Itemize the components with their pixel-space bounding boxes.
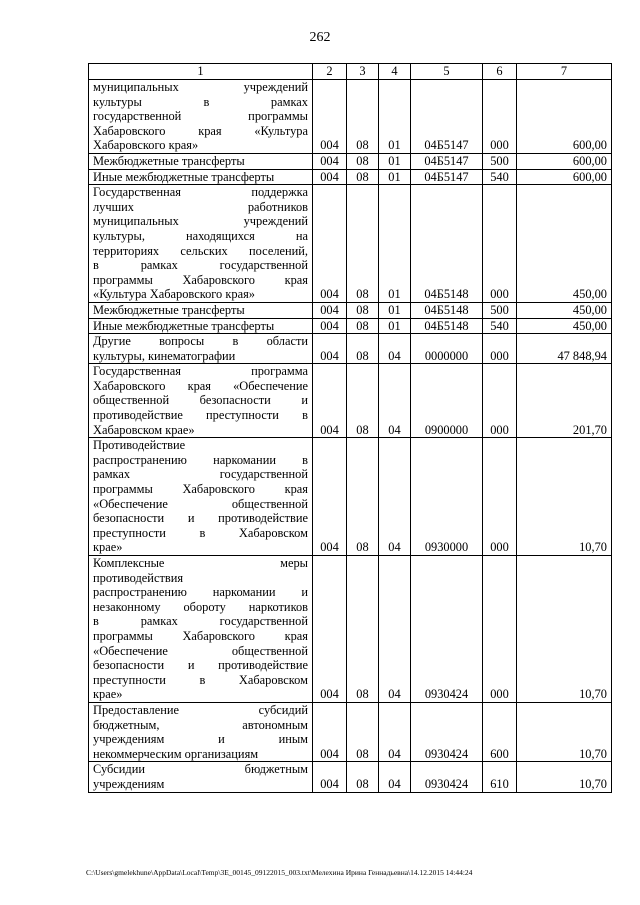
row-name <box>89 762 313 792</box>
table-row <box>89 185 612 303</box>
cell-c2: 004 <box>313 185 347 303</box>
row-name <box>89 556 313 703</box>
row-name-line: противодействия <box>93 570 184 585</box>
cell-c7: 600,00 <box>517 153 612 169</box>
cell-c3: 08 <box>347 153 379 169</box>
cell-c4: 01 <box>379 153 411 169</box>
cell-c6: 540 <box>483 169 517 185</box>
cell-c2: 004 <box>313 556 347 703</box>
row-name-line: Иные межбюджетные трансферты <box>93 318 275 333</box>
row-name <box>89 334 313 364</box>
cell-c2: 004 <box>313 318 347 334</box>
cell-c5: 04Б5147 <box>411 153 483 169</box>
row-name-line: Хабаровском крае» <box>93 422 195 437</box>
budget-table <box>88 63 612 793</box>
cell-c5: 0900000 <box>411 364 483 438</box>
cell-c5: 0930424 <box>411 702 483 761</box>
cell-c3: 08 <box>347 334 379 364</box>
cell-c2: 004 <box>313 80 347 154</box>
row-name-line: Противодействие <box>93 438 186 453</box>
row-name-line: программы Хабаровского края <box>93 628 308 643</box>
row-name-line: «Обеспечение общественной <box>93 496 308 511</box>
col-header: 5 <box>411 64 483 80</box>
row-name-line: Государственная программа <box>93 364 308 379</box>
row-name-line: муниципальных учреждений <box>93 80 308 94</box>
row-name-line: «Обеспечение общественной <box>93 643 308 658</box>
row-name-line: распространению наркомании в <box>93 452 308 467</box>
row-name-line: незаконному обороту наркотиков <box>93 599 308 614</box>
cell-c4: 04 <box>379 438 411 556</box>
table-row <box>89 80 612 154</box>
cell-c7: 10,70 <box>517 438 612 556</box>
cell-c6: 000 <box>483 556 517 703</box>
cell-c3: 08 <box>347 556 379 703</box>
row-name-line: бюджетным, автономным <box>93 717 308 732</box>
cell-c5: 0930424 <box>411 556 483 703</box>
cell-c7: 10,70 <box>517 702 612 761</box>
row-name-line: Другие вопросы в области <box>93 334 308 349</box>
col-header: 4 <box>379 64 411 80</box>
cell-c6: 600 <box>483 702 517 761</box>
cell-c2: 004 <box>313 762 347 792</box>
row-name <box>89 169 313 185</box>
cell-c7: 47 848,94 <box>517 334 612 364</box>
table-row <box>89 556 612 703</box>
row-name-line: учреждениям и иным <box>93 732 308 747</box>
table-row <box>89 762 612 792</box>
row-name-line: Иные межбюджетные трансферты <box>93 169 275 184</box>
page-number: 262 <box>309 30 331 45</box>
table-row <box>89 318 612 334</box>
col-header: 3 <box>347 64 379 80</box>
cell-c7: 10,70 <box>517 556 612 703</box>
cell-c5: 0930424 <box>411 762 483 792</box>
table-row <box>89 334 612 364</box>
cell-c5: 0000000 <box>411 334 483 364</box>
cell-c5: 0930000 <box>411 438 483 556</box>
row-name-line: Предоставление субсидий <box>93 702 308 717</box>
cell-c3: 08 <box>347 438 379 556</box>
cell-c6: 000 <box>483 185 517 303</box>
table-row <box>89 169 612 185</box>
row-name-line: учреждениям <box>93 776 165 791</box>
row-name-line: рамках государственной <box>93 467 308 482</box>
row-name-line: лучших работников <box>93 199 308 214</box>
cell-c7: 201,70 <box>517 364 612 438</box>
cell-c2: 004 <box>313 153 347 169</box>
cell-c5: 04Б5147 <box>411 169 483 185</box>
row-name-line: «Культура Хабаровского края» <box>93 287 255 302</box>
row-name <box>89 438 313 556</box>
table-row <box>89 364 612 438</box>
cell-c6: 500 <box>483 302 517 318</box>
cell-c5: 04Б5148 <box>411 318 483 334</box>
cell-c2: 004 <box>313 438 347 556</box>
col-header: 1 <box>89 64 313 80</box>
cell-c4: 04 <box>379 762 411 792</box>
col-header: 2 <box>313 64 347 80</box>
row-name-line: распространению наркомании и <box>93 585 308 600</box>
table-row <box>89 438 612 556</box>
row-name <box>89 185 313 303</box>
cell-c4: 01 <box>379 318 411 334</box>
row-name-line: противодействие преступности в <box>93 408 308 423</box>
row-name-line: культуры в рамках <box>93 94 308 109</box>
cell-c3: 08 <box>347 364 379 438</box>
table-row <box>89 702 612 761</box>
row-name-line: Комплексные меры <box>93 556 308 570</box>
cell-c4: 01 <box>379 185 411 303</box>
row-name <box>89 364 313 438</box>
cell-c7: 450,00 <box>517 302 612 318</box>
row-name <box>89 153 313 169</box>
row-name-line: культуры, находящихся на <box>93 228 308 243</box>
cell-c4: 01 <box>379 302 411 318</box>
row-name-line: программы Хабаровского края <box>93 272 308 287</box>
col-header: 6 <box>483 64 517 80</box>
cell-c5: 04Б5148 <box>411 185 483 303</box>
cell-c3: 08 <box>347 185 379 303</box>
row-name-line: некоммерческим организациям <box>93 746 259 761</box>
cell-c4: 04 <box>379 334 411 364</box>
row-name-line: Государственная поддержка <box>93 185 308 200</box>
cell-c4: 04 <box>379 702 411 761</box>
cell-c3: 08 <box>347 169 379 185</box>
row-name-line: Межбюджетные трансферты <box>93 153 245 168</box>
cell-c3: 08 <box>347 80 379 154</box>
cell-c7: 600,00 <box>517 80 612 154</box>
row-name <box>89 702 313 761</box>
row-name-line: преступности в Хабаровском <box>93 525 308 540</box>
cell-c3: 08 <box>347 762 379 792</box>
footer-path: C:\Users\gmelekhune\AppData\Local\Temp\3E_00145_09122015_003.txt\Мелехина Ирина Геннадьевна\14.12.2015 14:44:24 <box>86 868 473 877</box>
cell-c7: 450,00 <box>517 318 612 334</box>
row-name-line: Хабаровского края» <box>93 138 199 153</box>
cell-c2: 004 <box>313 334 347 364</box>
cell-c4: 01 <box>379 169 411 185</box>
row-name-line: преступности в Хабаровском <box>93 672 308 687</box>
row-name-line: общественной безопасности и <box>93 393 308 408</box>
table-row <box>89 153 612 169</box>
cell-c5: 04Б5148 <box>411 302 483 318</box>
cell-c2: 004 <box>313 364 347 438</box>
cell-c5: 04Б5147 <box>411 80 483 154</box>
cell-c6: 610 <box>483 762 517 792</box>
row-name-line: государственной программы <box>93 109 308 124</box>
cell-c6: 000 <box>483 334 517 364</box>
cell-c7: 600,00 <box>517 169 612 185</box>
row-name-line: Межбюджетные трансферты <box>93 302 245 317</box>
cell-c4: 01 <box>379 80 411 154</box>
row-name-line: безопасности и противодействие <box>93 511 308 526</box>
row-name-line: крае» <box>93 687 123 702</box>
cell-c4: 04 <box>379 364 411 438</box>
cell-c6: 000 <box>483 364 517 438</box>
row-name-line: культуры, кинематографии <box>93 348 236 363</box>
header-row <box>89 64 612 80</box>
cell-c7: 450,00 <box>517 185 612 303</box>
row-name-line: Хабаровского края «Обеспечение <box>93 378 308 393</box>
row-name <box>89 318 313 334</box>
row-name-line: крае» <box>93 540 123 555</box>
row-name-line: в рамках государственной <box>93 258 308 273</box>
row-name <box>89 80 313 154</box>
row-name-line: Субсидии бюджетным <box>93 762 308 777</box>
cell-c7: 10,70 <box>517 762 612 792</box>
cell-c6: 000 <box>483 438 517 556</box>
cell-c3: 08 <box>347 302 379 318</box>
cell-c4: 04 <box>379 556 411 703</box>
row-name <box>89 302 313 318</box>
cell-c2: 004 <box>313 702 347 761</box>
cell-c6: 500 <box>483 153 517 169</box>
cell-c2: 004 <box>313 169 347 185</box>
row-name-line: территориях сельских поселений, <box>93 243 308 258</box>
cell-c3: 08 <box>347 318 379 334</box>
cell-c6: 540 <box>483 318 517 334</box>
row-name-line: Хабаровского края «Культура <box>93 123 308 138</box>
cell-c6: 000 <box>483 80 517 154</box>
cell-c2: 004 <box>313 302 347 318</box>
row-name-line: в рамках государственной <box>93 614 308 629</box>
table-row <box>89 302 612 318</box>
row-name-line: муниципальных учреждений <box>93 214 308 229</box>
row-name-line: программы Хабаровского края <box>93 482 308 497</box>
col-header: 7 <box>517 64 612 80</box>
cell-c3: 08 <box>347 702 379 761</box>
row-name-line: безопасности и противодействие <box>93 658 308 673</box>
